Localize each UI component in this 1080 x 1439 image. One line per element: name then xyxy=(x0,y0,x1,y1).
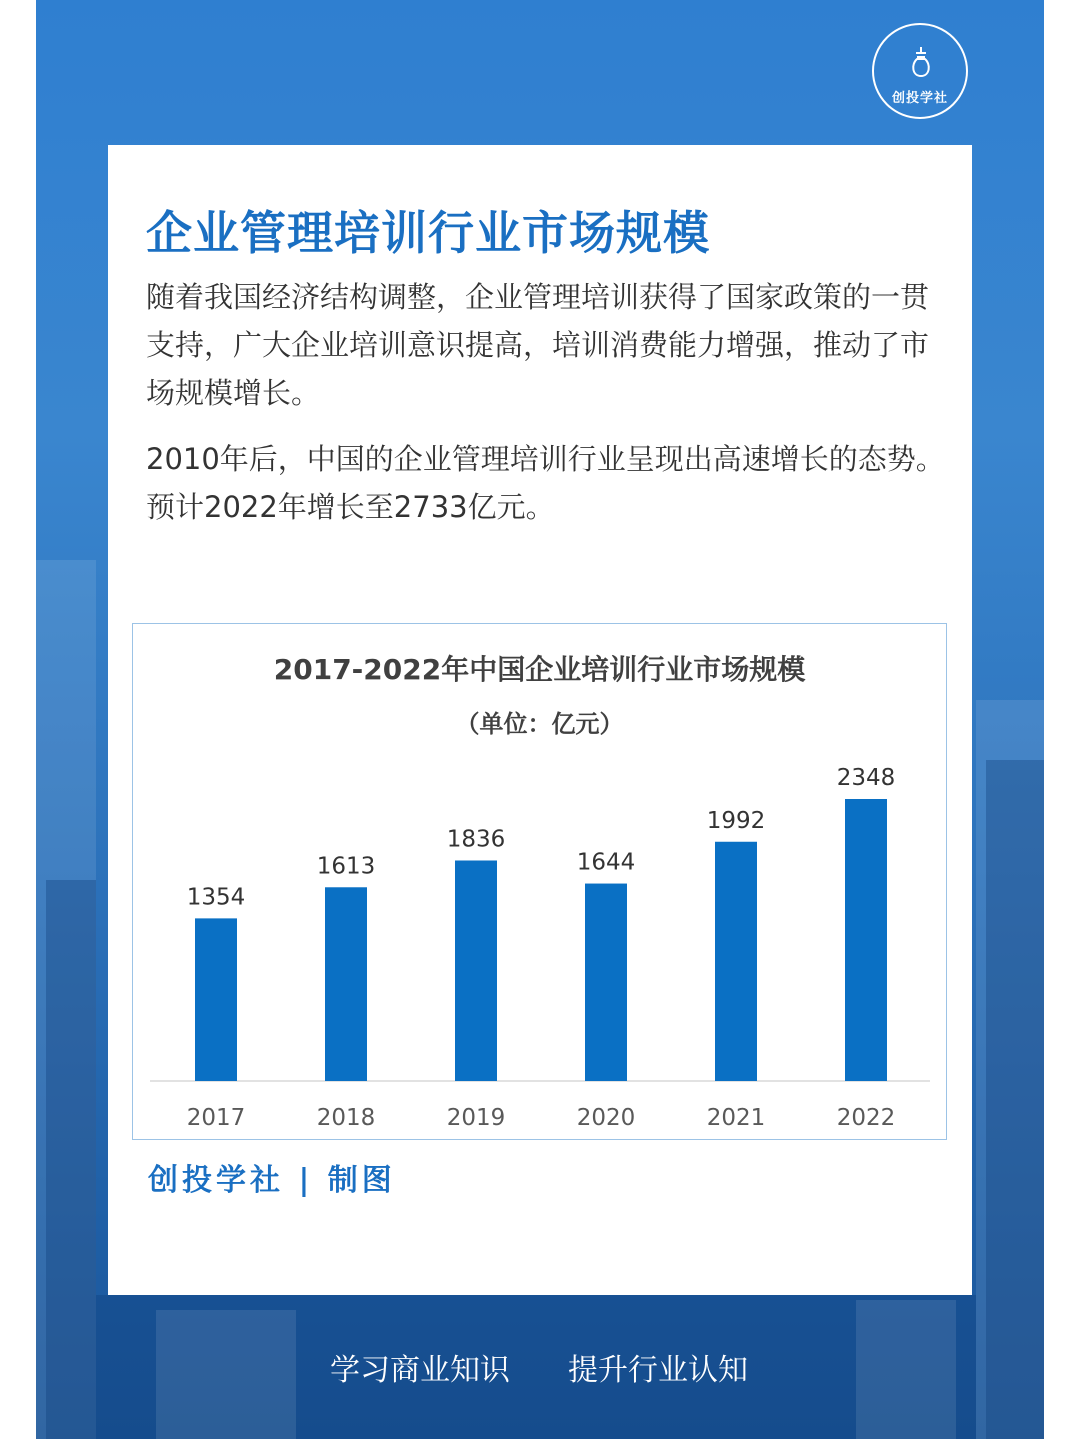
bar-2021 xyxy=(715,842,757,1081)
bar-2019 xyxy=(455,860,497,1081)
bar-2022 xyxy=(845,799,887,1081)
intro-paragraph: 随着我国经济结构调整，企业管理培训获得了国家政策的一贯支持，广大企业培训意识提高，培训消费能力增强，推动了市场规模增长。 xyxy=(146,280,930,410)
data-label-2021: 1992 xyxy=(706,807,766,834)
bar-2020 xyxy=(585,884,627,1081)
lightbulb-icon xyxy=(910,47,932,77)
data-label-2019: 1836 xyxy=(446,826,506,853)
x-tick-2020: 2020 xyxy=(576,1105,636,1131)
logo-text: 创投学社 xyxy=(891,91,948,106)
chart-unit-label: （单位：亿元） xyxy=(455,710,624,738)
page-title: 企业管理培训行业市场规模 xyxy=(146,206,710,260)
x-tick-2017: 2017 xyxy=(186,1105,246,1131)
content-card xyxy=(108,145,972,1295)
bar-chart xyxy=(132,623,947,1140)
x-tick-2021: 2021 xyxy=(706,1105,766,1131)
bar-2017 xyxy=(195,918,237,1081)
footer-slogan-learn: 学习商业知识 xyxy=(330,1353,510,1388)
growth-paragraph: 2010年后，中国的企业管理培训行业呈现出高速增长的态势。预计2022年增长至2733亿元。 xyxy=(146,442,945,524)
bar-2018 xyxy=(325,887,367,1081)
chart-title: 2017-2022年中国企业培训行业市场规模 xyxy=(273,653,806,686)
data-label-2018: 1613 xyxy=(316,853,376,880)
data-label-2022: 2348 xyxy=(836,765,896,791)
chart-plot xyxy=(133,624,948,1141)
brand-logo xyxy=(872,23,968,119)
data-label-2020: 1644 xyxy=(576,849,636,876)
x-tick-2019: 2019 xyxy=(446,1105,506,1131)
x-tick-2022: 2022 xyxy=(836,1105,896,1131)
data-label-2017: 1354 xyxy=(186,884,246,911)
footer-slogan-improve: 提升行业认知 xyxy=(568,1353,748,1388)
chart-credit: 创投学社 | 制图 xyxy=(148,1163,396,1198)
x-tick-2018: 2018 xyxy=(316,1105,376,1131)
